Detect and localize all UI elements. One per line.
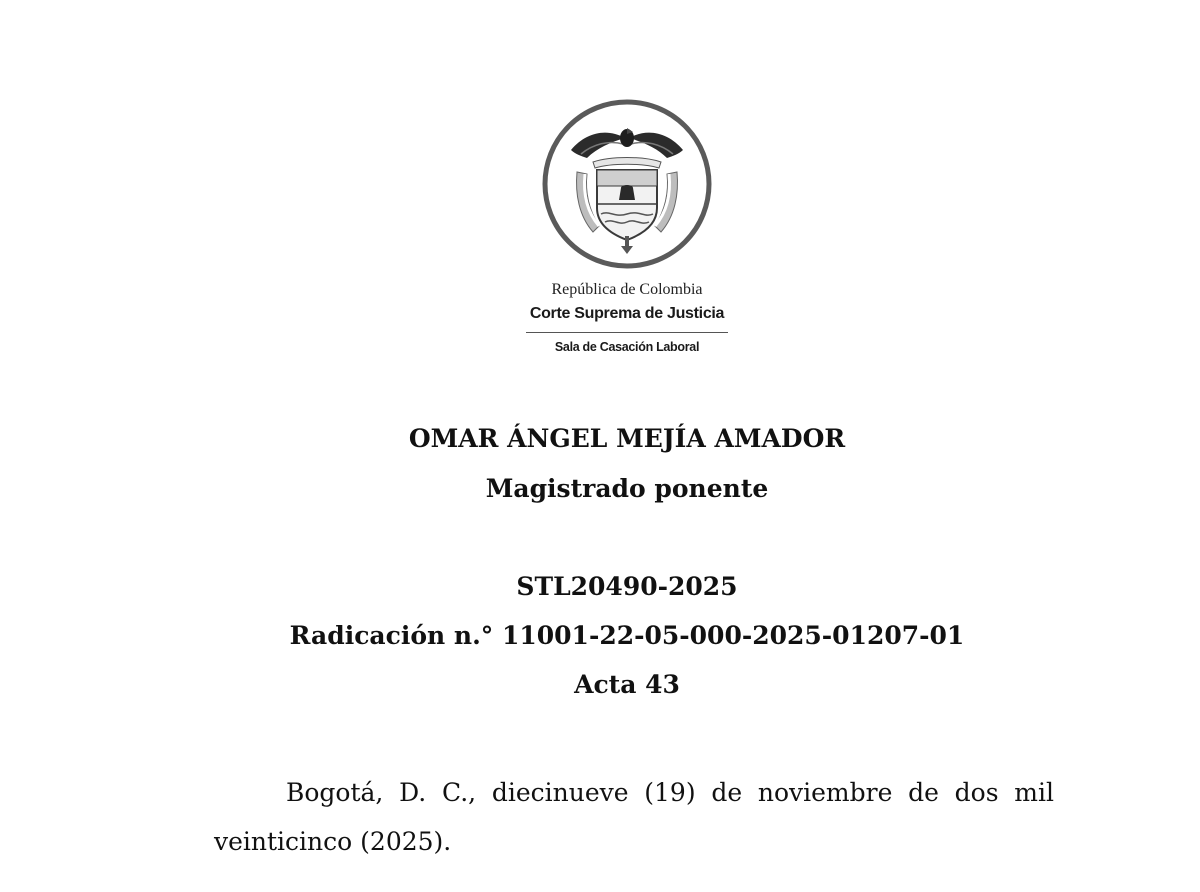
judge-name: OMAR ÁNGEL MEJÍA AMADOR (408, 424, 846, 453)
case-radicacion: Radicación n.° 11001-22-05-000-2025-01207-01 (289, 621, 965, 650)
date-paragraph: Bogotá, D. C., diecinueve (19) de noviembre de dos mil veinticinco (2025). (214, 778, 1054, 856)
header-divider (526, 332, 728, 333)
case-acta: Acta 43 (574, 670, 680, 699)
judge-role: Magistrado ponente (485, 474, 769, 503)
country-name: República de Colombia (551, 281, 703, 298)
chamber-name: Sala de Casación Laboral (554, 340, 700, 354)
case-code: STL20490-2025 (516, 572, 738, 601)
coat-of-arms-seal-icon (541, 98, 713, 270)
court-name: Corte Suprema de Justicia (529, 305, 725, 322)
